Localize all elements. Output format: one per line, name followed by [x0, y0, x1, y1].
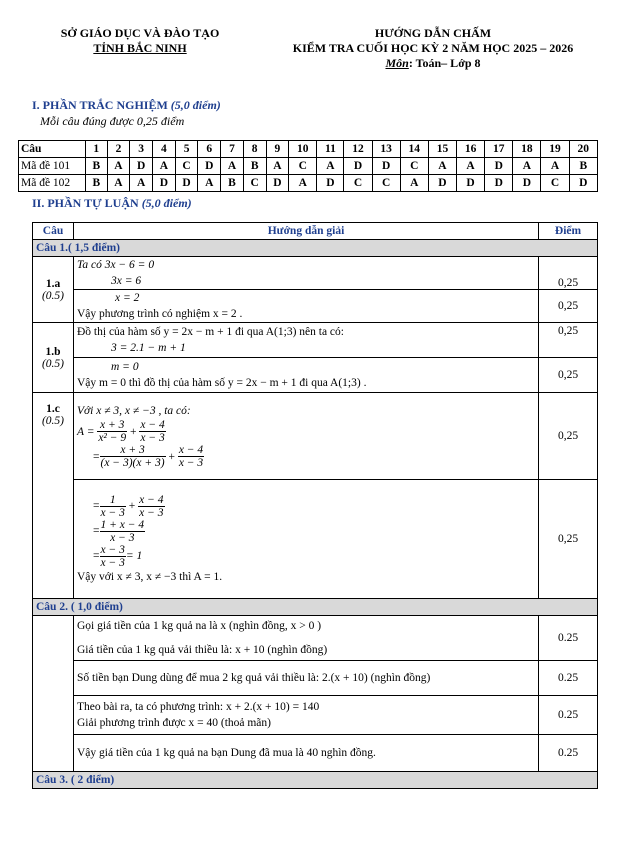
col-guide: Hướng dẫn giải: [74, 223, 539, 240]
answer-cell: D: [198, 158, 221, 175]
answer-cell: D: [317, 175, 344, 192]
question-number: 19: [541, 141, 569, 158]
question-number: 20: [569, 141, 597, 158]
question-number: 12: [344, 141, 372, 158]
q2-row-4: Vậy giá tiền của 1 kg quả na bạn Dung đã mua là 40 nghìn đồng. 0.25: [33, 735, 598, 772]
answer-cell: D: [485, 175, 513, 192]
answer-cell: B: [86, 175, 108, 192]
subject-line: Môn: Toán– Lớp 8: [385, 56, 481, 70]
answer-cell: D: [372, 158, 400, 175]
answer-cell: A: [317, 158, 344, 175]
header-left: [40, 26, 240, 56]
answer-cell: D: [153, 175, 176, 192]
answer-cell: C: [175, 158, 198, 175]
answer-cell: D: [130, 158, 153, 175]
answer-cell: C: [372, 175, 400, 192]
question-number: 13: [372, 141, 400, 158]
answer-key-row: [19, 158, 598, 175]
answer-cell: C: [243, 175, 266, 192]
answer-cell: A: [541, 158, 569, 175]
expression-step: = $\frac{1}{x - 3}$ + $\frac{x - 4}{x - 3}$: [93, 493, 164, 519]
answer-cell: A: [153, 158, 176, 175]
expression-step: = $\frac{1 + x - 4}{x - 3}$: [93, 518, 145, 544]
exam-title: KIỂM TRA CUỐI HỌC KỲ 2 NĂM HỌC 2025 – 2026: [292, 41, 574, 55]
fraction: $\frac{1 + x - 4}{x - 3}$: [100, 518, 145, 544]
q1c-label: 1.c (0.5): [33, 393, 74, 599]
answer-cell: A: [107, 158, 130, 175]
answer-cell: D: [457, 175, 485, 192]
answer-cell: C: [541, 175, 569, 192]
department-name: SỞ GIÁO DỤC VÀ ĐÀO TẠO: [60, 26, 220, 40]
q1a-row-1: 1.a (0.5) Ta có 3x − 6 = 0 3x = 6 0,25: [33, 257, 598, 290]
answer-cell: A: [130, 175, 153, 192]
q1a-label: 1.a (0.5): [33, 257, 74, 323]
fraction: $\frac{x - 4}{x - 3}$: [140, 419, 165, 444]
answer-cell: B: [569, 158, 597, 175]
header-right: [268, 26, 598, 71]
expression-step: = $\frac{x + 3}{(x - 3)(x + 3)}$ + $\frac{x - 4}{x - 3}$: [93, 444, 204, 469]
question-number: 1: [86, 141, 108, 158]
answer-key-table: [18, 140, 598, 192]
question-number: 4: [153, 141, 176, 158]
question-number: 8: [243, 141, 266, 158]
q2-label-empty: [33, 616, 74, 772]
q1b-row-1: 1.b (0.5) Đồ thị của hàm số y = 2x − m + 1 đi qua A(1;3) nên ta có: 3 = 2.1 − m + 1 0,25: [33, 323, 598, 358]
question-2-heading: Câu 2. ( 1,0 điểm): [33, 599, 598, 616]
part2-title: II. PHẦN TỰ LUẬN (5,0 điểm): [32, 196, 192, 210]
answer-cell: A: [428, 158, 456, 175]
q2-row-3: Theo bài ra, ta có phương trình: x + 2.(x + 10) = 140 Giải phương trình được x = 40 (thoả mãn) 0.25: [33, 696, 598, 735]
question-number: 6: [198, 141, 221, 158]
q1c-row-1: 1.c (0.5) Với x ≠ 3, x ≠ −3 , ta có: A = $\frac{x + 3}{\text{x² − 9}}$ + $\frac{x - 4}{x - 3}$ = $\frac{x + 3}{(x - 3)(x + 3)}$ + $\frac{x - 4}{x - 3}$ 0,25: [33, 393, 598, 480]
answer-cell: D: [266, 175, 289, 192]
question-number: 10: [289, 141, 317, 158]
answer-cell: D: [428, 175, 456, 192]
question-number: 15: [428, 141, 456, 158]
fraction: $\frac{x + 3}{\text{x² − 9}}$: [98, 419, 127, 444]
answer-cell: A: [266, 158, 289, 175]
q1c-row-2: = $\frac{1}{x - 3}$ + $\frac{x - 4}{x - 3}$ = $\frac{1 + x - 4}{x - 3}$ = $\frac{x - 3}{x - 3}$ = 1 Vậy với x ≠ 3, x ≠ −3 thì A = 1. 0,25: [33, 480, 598, 599]
question-number: 18: [513, 141, 541, 158]
fraction: $\frac{x + 3}{(x - 3)(x + 3)}$: [100, 444, 165, 469]
answer-key-row: [19, 175, 598, 192]
fraction: $\frac{x - 4}{x - 3}$: [178, 444, 204, 469]
answer-cell: C: [400, 158, 428, 175]
answer-cell: D: [344, 158, 372, 175]
col-point: Điểm: [539, 223, 598, 240]
question-number: 3: [130, 141, 153, 158]
doc-title: HƯỚNG DẪN CHẤM: [374, 26, 492, 40]
answer-cell: A: [513, 158, 541, 175]
exam-code: Mã đề 101: [19, 158, 86, 175]
expression-step: = $\frac{x - 3}{x - 3}$ = 1: [93, 543, 143, 569]
col-cau: Câu: [33, 223, 74, 240]
province-name: TỈNH BẮC NINH: [93, 41, 187, 55]
answer-cell: A: [289, 175, 317, 192]
answer-cell: B: [86, 158, 108, 175]
answer-cell: D: [569, 175, 597, 192]
question-number: 2: [107, 141, 130, 158]
q1b-row-2: m = 0 Vậy m = 0 thì đồ thị của hàm số y = 2x − m + 1 đi qua A(1;3) . 0,25: [33, 358, 598, 393]
q1b-label: 1.b (0.5): [33, 323, 74, 393]
question-number: 16: [457, 141, 485, 158]
q2-row-2: Số tiền bạn Dung dùng để mua 2 kg quả vải thiều là: 2.(x + 10) (nghìn đồng) 0.25: [33, 661, 598, 696]
fraction: $\frac{x - 4}{x - 3}$: [139, 493, 164, 519]
answer-cell: B: [243, 158, 266, 175]
answer-cell: A: [221, 158, 244, 175]
part1-note: Mỗi câu đúng được 0,25 điểm: [40, 114, 185, 128]
answer-cell: D: [175, 175, 198, 192]
part1-title: I. PHẦN TRẮC NGHIỆM (5,0 điểm): [32, 98, 221, 112]
answer-cell: D: [513, 175, 541, 192]
expression-a: A = $\frac{x + 3}{\text{x² − 9}}$ + $\frac{x - 4}{x - 3}$: [77, 419, 165, 444]
fraction: $\frac{x - 3}{x - 3}$: [100, 543, 125, 569]
q1a-row-2: x = 2 Vậy phương trình có nghiệm x = 2 . 0,25: [33, 290, 598, 323]
answer-cell: A: [457, 158, 485, 175]
answer-cell: B: [221, 175, 244, 192]
question-3-heading: Câu 3. ( 2 điểm): [33, 772, 598, 789]
answer-cell: A: [107, 175, 130, 192]
question-number: 11: [317, 141, 344, 158]
fraction: $\frac{1}{x - 3}$: [100, 493, 125, 519]
question-number: 14: [400, 141, 428, 158]
question-1-heading: Câu 1.( 1,5 điểm): [33, 240, 598, 257]
answer-cell: D: [485, 158, 513, 175]
question-number: 5: [175, 141, 198, 158]
answer-cell: C: [344, 175, 372, 192]
question-number: 17: [485, 141, 513, 158]
essay-guide-table: [32, 222, 598, 789]
exam-code: Mã đề 102: [19, 175, 86, 192]
answer-key-header-row: [19, 141, 598, 158]
essay-header-row: [33, 223, 598, 240]
q2-row-1: Gọi giá tiền của 1 kg quả na là x (nghìn đồng, x > 0 ) Giá tiền của 1 kg quả vải thiều là: x + 10 (nghìn đồng) 0.25: [33, 616, 598, 661]
answer-cell: A: [198, 175, 221, 192]
answer-cell: A: [400, 175, 428, 192]
question-number: 9: [266, 141, 289, 158]
answer-cell: C: [289, 158, 317, 175]
header-cell: Câu: [19, 141, 86, 158]
question-number: 7: [221, 141, 244, 158]
